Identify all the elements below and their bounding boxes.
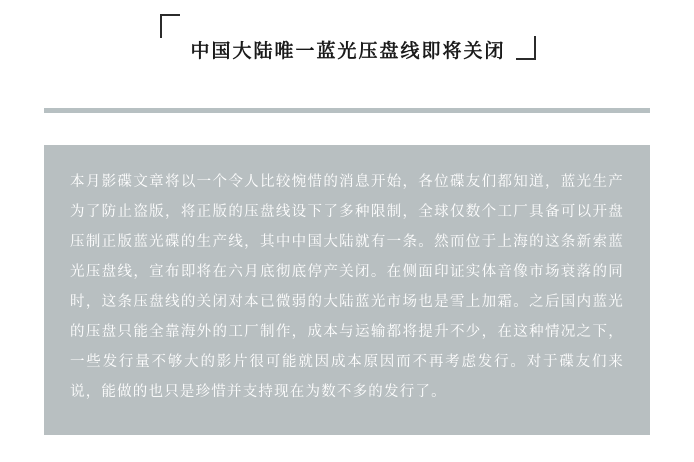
article-body-panel bbox=[44, 145, 650, 435]
article-body-text: 本月影碟文章将以一个令人比较惋惜的消息开始，各位碟友们都知道，蓝光生产为了防止盗版，将正版的压盘线设下了多种限制，全球仅数个工厂具备可以开盘压制正版蓝光碟的生产线，其中中国大陆就有一条。然而位于上海的这条新索蓝光压盘线，宣布即将在六月底彻底停产关闭。在侧面印证实体音像市场衰落的同时，这条压盘线的关闭对本已微弱的大陆蓝光市场也是雪上加霜。之后国内蓝光的压盘只能全靠海外的工厂制作，成本与运输都将提升不少，在这种情况之下，一些发行量不够大的影片很可能就因成本原因而不再考虑发行。对于碟友们来说，能做的也只是珍惜并支持现在为数不多的发行了。 bbox=[70, 174, 624, 400]
section-divider bbox=[44, 108, 650, 113]
page-title: 中国大陆唯一蓝光压盘线即将关闭 bbox=[190, 40, 506, 63]
article-title-block bbox=[160, 14, 536, 63]
